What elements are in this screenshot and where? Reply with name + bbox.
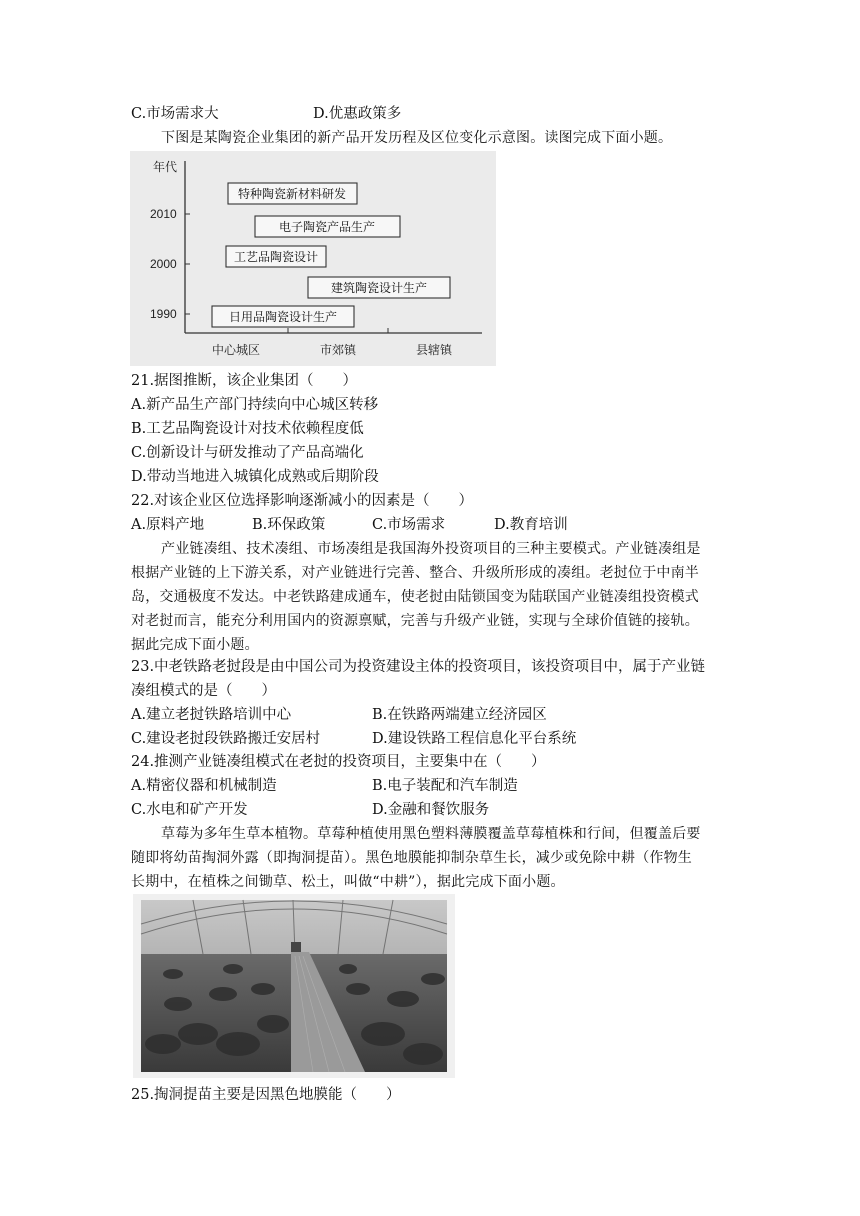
x-tick-label: 县辖镇 (415, 343, 453, 357)
q21-stem: 21.据图推断，该企业集团（ ） (131, 373, 358, 389)
q22-option-d: D.教育培训 (494, 517, 568, 533)
q24-option-c: C.水电和矿产开发 (131, 802, 248, 818)
q23-option-c: C.建设老挝段铁路搬迁安居村 (131, 731, 321, 747)
q23-stem-line2: 凑组模式的是（ ） (131, 683, 276, 699)
q23-option-a: A.建立老挝铁路培训中心 (131, 707, 292, 723)
box-special-ceramics (228, 183, 357, 204)
box-label: 特种陶瓷新材料研发 (237, 187, 347, 201)
box-label: 日用品陶瓷设计生产 (228, 310, 338, 324)
photo-svg (133, 894, 455, 1078)
y-tick-label: 2010 (150, 207, 177, 221)
intro3-line: 长期中，在植株之间锄草、松土，叫做“中耕”），据此完成下面小题。 (131, 874, 565, 890)
intro2-line: 岛，交通极度不发达。中老铁路建成通车，使老挝由陆锁国变为陆联国产业链凑组投资模式 (131, 589, 699, 605)
q22-option-b: B.环保政策 (252, 517, 326, 533)
box-label: 建筑陶瓷设计生产 (330, 281, 428, 295)
x-tick-label: 市郊镇 (319, 343, 357, 357)
q20-option-d: D.优惠政策多 (313, 106, 402, 122)
box-electronic-ceramics (255, 216, 400, 237)
q24-stem: 24.推测产业链凑组模式在老挝的投资项目，主要集中在（ ） (131, 754, 546, 770)
box-daily-ceramics (212, 306, 354, 327)
q20-option-c: C.市场需求大 (131, 106, 219, 122)
intro2-line: 产业链凑组、技术凑组、市场凑组是我国海外投资项目的三种主要模式。产业链凑组是 (161, 541, 701, 557)
q24-option-d: D.金融和餐饮服务 (372, 802, 490, 818)
intro-paragraph-1: 下图是某陶瓷企业集团的新产品开发历程及区位变化示意图。读图完成下面小题。 (161, 130, 673, 146)
q22-stem: 22.对该企业区位选择影响逐渐减小的因素是（ ） (131, 493, 474, 509)
intro2-line: 据此完成下面小题。 (131, 637, 259, 653)
q24-option-a: A.精密仪器和机械制造 (131, 778, 277, 794)
q22-option-c: C.市场需求 (372, 517, 446, 533)
q21-option-d: D.带动当地进入城镇化成熟或后期阶段 (131, 469, 379, 485)
box-craft-ceramics (226, 246, 326, 267)
y-tick-label: 2000 (150, 257, 177, 271)
diagram-svg (130, 151, 496, 366)
q21-option-b: B.工艺品陶瓷设计对技术依赖程度低 (131, 421, 364, 437)
strawberry-greenhouse-photo (133, 894, 455, 1078)
q23-option-b: B.在铁路两端建立经济园区 (372, 707, 547, 723)
q21-option-c: C.创新设计与研发推动了产品高端化 (131, 445, 364, 461)
q24-option-b: B.电子装配和汽车制造 (372, 778, 518, 794)
intro2-line: 根据产业链的上下游关系，对产业链进行完善、整合、升级所形成的凑组。老挝位于中南半 (131, 565, 699, 581)
box-label: 电子陶瓷产品生产 (278, 220, 376, 234)
box-label: 工艺品陶瓷设计 (233, 250, 319, 264)
intro3-line: 随即将幼苗掏洞外露（即掏洞提苗）。黑色地膜能抑制杂草生长，减少或免除中耕（作物生 (131, 850, 692, 866)
q21-option-a: A.新产品生产部门持续向中心城区转移 (131, 397, 379, 413)
intro3-line: 草莓为多年生草本植物。草莓种植使用黑色塑料薄膜覆盖草莓植株和行间，但覆盖后要 (161, 826, 701, 842)
y-tick-label: 1990 (150, 307, 177, 321)
x-tick-label: 中心城区 (211, 343, 261, 357)
y-axis-label: 年代 (153, 160, 178, 174)
ceramic-enterprise-diagram (130, 151, 496, 366)
q22-option-a: A.原料产地 (131, 517, 205, 533)
intro2-line: 对老挝而言，能充分利用国内的资源禀赋，完善与升级产业链，实现与全球价值链的接轨。 (131, 613, 699, 629)
q23-stem-line1: 23.中老铁路老挝段是由中国公司为投资建设主体的投资项目，该投资项目中，属于产业链 (131, 659, 706, 675)
q23-option-d: D.建设铁路工程信息化平台系统 (372, 731, 577, 747)
q25-stem: 25.掏洞提苗主要是因黑色地膜能（ ） (131, 1087, 401, 1103)
box-architectural-ceramics (308, 277, 450, 298)
